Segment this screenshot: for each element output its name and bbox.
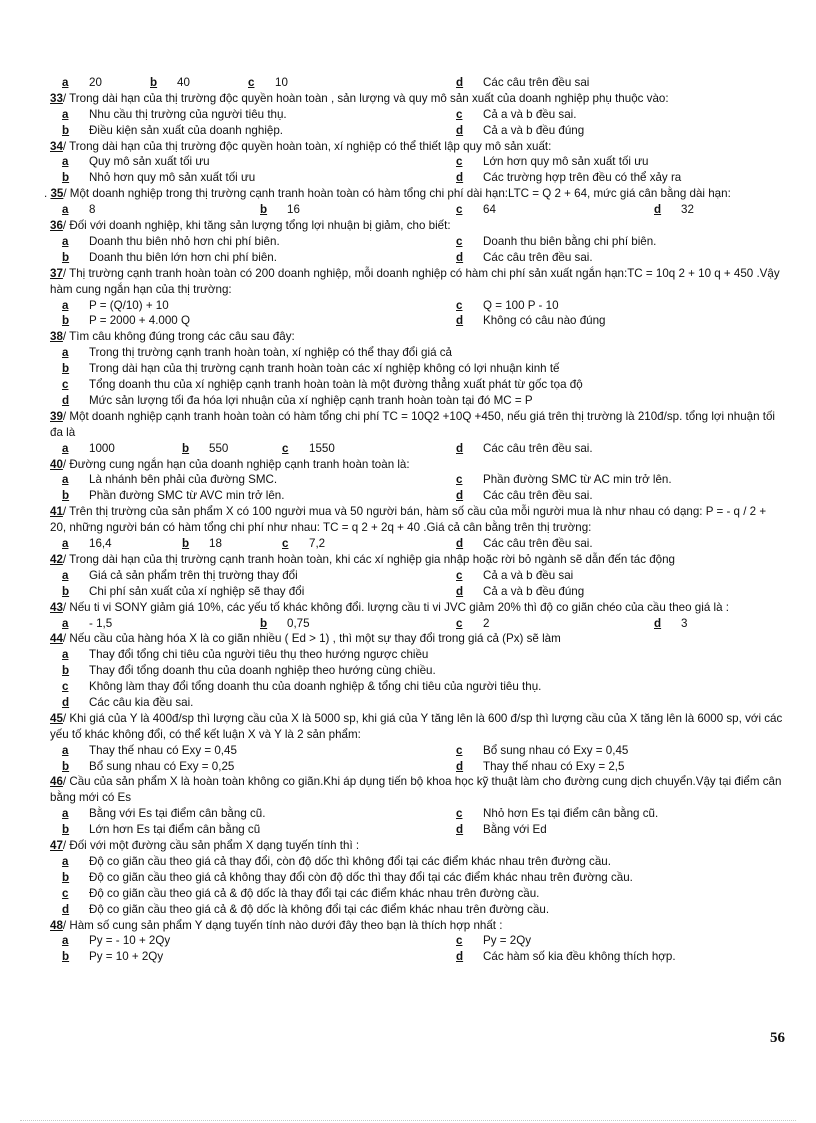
answer-option[interactable]: [282, 441, 335, 457]
option-text: Độ co giãn cầu theo giá cả thay đổi, còn độ dốc thì không đổi tại các điểm khác nhau trên đường cầu.: [89, 854, 611, 868]
answer-row: [0, 345, 816, 361]
question-number: 45: [50, 711, 63, 725]
option-letter: a: [62, 807, 69, 821]
option-letter: a: [62, 648, 69, 662]
question-stem: [0, 186, 785, 202]
answer-row: [0, 313, 816, 329]
option-text: Bổ sung nhau có Exy = 0,25: [89, 759, 235, 773]
answer-option[interactable]: [260, 616, 310, 632]
option-letter: c: [456, 155, 463, 169]
option-text: Cả a và b đều sai.: [483, 107, 577, 121]
option-letter: b: [182, 537, 190, 551]
option-letter: a: [62, 537, 69, 551]
option-letter: d: [456, 250, 464, 264]
question-stem: [0, 918, 785, 934]
option-letter: a: [62, 234, 69, 248]
answer-row: [0, 759, 816, 775]
question-text: / Trong dài hạn của thị trường độc quyền hoàn toàn , sản lượng và quy mô sản xuất của doanh nghiệp phụ thuộc vào:: [62, 91, 669, 105]
option-letter: c: [456, 107, 463, 121]
option-letter: d: [456, 441, 464, 455]
option-text: 20: [89, 76, 102, 89]
answer-row: [0, 886, 816, 902]
option-letter: c: [248, 76, 255, 89]
option-text: Doanh thu biên lớn hơn chi phí biên.: [89, 250, 277, 264]
answer-option[interactable]: [456, 616, 489, 632]
option-text: 1550: [309, 441, 335, 455]
question-text: / Thị trường cạnh tranh hoàn toàn có 200 doanh nghiệp, mỗi doanh nghiệp có hàm chi phí sản xuất ngắn hạn:TC = 10q 2 + 10 q + 450 .Vậy hàm cung ngắn hạn của thị trường:: [50, 266, 780, 296]
exam-page: [0, 75, 816, 965]
answer-row: [0, 377, 816, 393]
option-text: - 1,5: [89, 616, 113, 630]
answer-option[interactable]: [456, 313, 605, 329]
answer-option[interactable]: [62, 902, 549, 918]
answer-option[interactable]: [456, 170, 681, 186]
answer-option[interactable]: [456, 536, 593, 552]
option-letter: a: [62, 854, 69, 868]
option-text: Là nhánh bên phải của đường SMC.: [89, 473, 278, 487]
question-number: 47: [50, 839, 63, 853]
question-text: / Trong dài hạn của thị trường độc quyền hoàn toàn, xí nghiệp có thể thiết lập quy mô sản xuất:: [62, 139, 552, 153]
answer-option[interactable]: [62, 584, 304, 600]
answer-option[interactable]: [456, 949, 676, 965]
option-text: 7,2: [309, 537, 326, 551]
question-number: 41: [50, 505, 63, 519]
question-text: / Tìm câu không đúng trong các câu sau đây:: [62, 330, 295, 344]
answer-row: [0, 870, 816, 886]
answer-row: [0, 441, 816, 457]
option-text: Q = 100 P - 10: [483, 298, 559, 312]
answer-option[interactable]: [62, 107, 287, 123]
option-text: Doanh thu biên bằng chi phí biên.: [483, 234, 657, 248]
answer-option[interactable]: [62, 488, 284, 504]
answer-option[interactable]: [62, 536, 112, 552]
question-stem: [0, 631, 785, 647]
option-text: Thay đổi tổng chi tiêu của người tiêu thụ theo hướng ngược chiều: [89, 648, 429, 662]
answer-option[interactable]: [62, 759, 234, 775]
answer-row: [0, 298, 816, 314]
option-letter: d: [456, 489, 464, 503]
option-letter: c: [62, 378, 69, 392]
answer-row: [0, 933, 816, 949]
answer-row: [0, 250, 816, 266]
option-letter: c: [456, 473, 463, 487]
option-letter: a: [62, 298, 69, 312]
answer-option[interactable]: [62, 949, 163, 965]
option-text: Thay thế nhau có Exy = 2,5: [483, 759, 625, 773]
option-text: Trong thị trường cạnh tranh hoàn toàn, xí nghiệp có thể thay đổi giá cả: [89, 346, 452, 360]
option-text: 18: [209, 537, 222, 551]
answer-option[interactable]: [62, 854, 611, 870]
option-text: 16,4: [89, 537, 112, 551]
option-letter: b: [62, 823, 70, 837]
option-text: Các câu trên đều sai.: [483, 489, 593, 503]
question-stem: [0, 266, 785, 298]
question-number: 38: [50, 330, 63, 344]
answer-row: [0, 949, 816, 965]
option-text: 16: [287, 203, 300, 217]
answer-option[interactable]: [62, 616, 112, 632]
option-letter: b: [62, 870, 70, 884]
option-text: Các câu trên đều sai.: [483, 250, 593, 264]
question-number: 36: [50, 219, 63, 233]
answer-option[interactable]: [62, 250, 277, 266]
option-letter: a: [62, 155, 69, 169]
answer-row: [0, 393, 816, 409]
answer-row: [0, 361, 816, 377]
option-letter: d: [62, 695, 70, 709]
answer-option[interactable]: [248, 75, 288, 91]
option-letter: b: [62, 250, 70, 264]
answer-row: [0, 902, 816, 918]
answer-option[interactable]: [62, 298, 169, 314]
answer-row: [0, 806, 816, 822]
option-text: Các trường hợp trên đều có thể xảy ra: [483, 171, 682, 185]
option-letter: d: [456, 950, 464, 964]
option-letter: b: [182, 441, 190, 455]
option-letter: a: [62, 568, 69, 582]
option-text: 64: [483, 203, 496, 217]
option-text: 0,75: [287, 616, 310, 630]
answer-option[interactable]: [456, 568, 573, 584]
question-number: 44: [50, 632, 63, 646]
option-text: Nhu cầu thị trường của người tiêu thụ.: [89, 107, 287, 121]
answer-option[interactable]: [62, 123, 283, 139]
answer-option[interactable]: [456, 806, 658, 822]
option-letter: c: [456, 234, 463, 248]
option-text: Quy mô sản xuất tối ưu: [89, 155, 210, 169]
answer-row: [0, 822, 816, 838]
answer-option[interactable]: [62, 933, 170, 949]
option-text: Py = 2Qy: [483, 934, 532, 948]
answer-option[interactable]: [62, 313, 190, 329]
answer-option[interactable]: [456, 250, 593, 266]
answer-option[interactable]: [456, 822, 547, 838]
answer-option[interactable]: [62, 822, 260, 838]
answer-row: [0, 472, 816, 488]
answer-row: [0, 123, 816, 139]
option-letter: c: [282, 537, 289, 551]
answer-row: [0, 584, 816, 600]
answer-option[interactable]: [62, 345, 452, 361]
question-number: 34: [50, 139, 63, 153]
answer-option[interactable]: [182, 536, 222, 552]
answer-option[interactable]: [62, 806, 265, 822]
answer-option[interactable]: [456, 75, 589, 91]
answer-option[interactable]: [62, 472, 277, 488]
question-text: / Trên thị trường của sản phẩm X có 100 người mua và 50 người bán, hàm số cầu của mỗi người mua là như nhau có dạng: P = - q / 2 + 20, những người bán có hàm tổng chi phí như nhau: TC = q 2 + 2q + 40 .Giá cả cân bằng trên thị trường:: [50, 505, 767, 535]
option-text: Cả a và b đều đúng: [483, 123, 585, 137]
option-letter: a: [62, 76, 69, 89]
answer-option[interactable]: [62, 234, 280, 250]
option-text: Độ co giãn cầu theo giá cả & độ dốc là thay đổi tại các điểm khác nhau trên đường cầu.: [89, 886, 540, 900]
question-text: / Hàm số cung sản phẩm Y dạng tuyến tính nào dưới đây theo bạn là thích hợp nhất :: [62, 918, 503, 932]
answer-option[interactable]: [62, 75, 102, 91]
option-letter: b: [150, 76, 158, 89]
option-letter: c: [456, 934, 463, 948]
option-text: Các câu trên đều sai.: [483, 537, 593, 551]
option-text: Nhỏ hơn quy mô sản xuất tối ưu: [89, 171, 256, 185]
option-text: Thay thế nhau có Exy = 0,45: [89, 743, 237, 757]
option-text: Nhỏ hơn Es tại điểm cân bằng cũ.: [483, 807, 659, 821]
answer-option[interactable]: [456, 441, 593, 457]
option-text: Trong dài hạn của thị trường cạnh tranh hoàn toàn các xí nghiệp không có lợi nhuận kinh tế: [89, 362, 560, 376]
question-text: / Đối với một đường cầu sản phẩm X dạng tuyến tính thì :: [62, 839, 360, 853]
answer-option[interactable]: [456, 123, 584, 139]
question-text: / Một doanh nghiệp trong thị trường cạnh tranh hoàn toàn có hàm tổng chi phí dài hạn:LTC = Q 2 + 64, mức giá cân bằng dài hạn:: [63, 187, 731, 201]
option-letter: c: [456, 203, 463, 217]
option-letter: b: [62, 584, 70, 598]
option-text: Độ co giãn cầu theo giá cả & độ dốc là không đổi tại các điểm khác nhau trên đường cầu.: [89, 902, 550, 916]
option-letter: d: [456, 76, 464, 89]
answer-option[interactable]: [456, 202, 496, 218]
option-letter: b: [62, 314, 70, 328]
option-text: Lớn hơn quy mô sản xuất tối ưu: [483, 155, 649, 169]
option-text: P = 2000 + 4.000 Q: [89, 314, 190, 328]
question-stem: [0, 409, 785, 441]
option-letter: d: [62, 902, 70, 916]
option-text: Chi phí sản xuất của xí nghiệp sẽ thay đổi: [89, 584, 305, 598]
answer-option[interactable]: [456, 584, 584, 600]
option-letter: d: [456, 759, 464, 773]
option-letter: c: [62, 680, 69, 694]
answer-row: [0, 107, 816, 123]
option-text: Cả a và b đều sai: [483, 568, 574, 582]
option-text: Không có câu nào đúng: [483, 314, 606, 328]
option-letter: c: [456, 743, 463, 757]
option-text: 1000: [89, 441, 115, 455]
answer-option[interactable]: [62, 377, 583, 393]
option-letter: b: [62, 759, 70, 773]
option-text: Bằng với Es tại điểm cân bằng cũ.: [89, 807, 266, 821]
question-number: 42: [50, 552, 63, 566]
option-text: P = (Q/10) + 10: [89, 298, 169, 312]
option-letter: b: [260, 616, 268, 630]
option-letter: d: [654, 203, 662, 217]
question-text: / Cầu của sản phẩm X là hoàn toàn không co giãn.Khi áp dụng tiến bộ khoa học kỹ thuật làm cho đường cung dịch chuyển.Vậy tại điểm cân bằng mới có Es: [50, 775, 782, 805]
answer-option[interactable]: [62, 154, 210, 170]
answer-option[interactable]: [456, 154, 648, 170]
answer-option[interactable]: [62, 679, 541, 695]
option-text: Tổng doanh thu của xí nghiệp cạnh tranh hoàn toàn là một đường thẳng xuất phát từ gốc tọa độ: [89, 378, 583, 392]
option-letter: a: [62, 203, 69, 217]
answer-option[interactable]: [62, 441, 115, 457]
answer-option[interactable]: [654, 616, 687, 632]
question-stem: [0, 838, 785, 854]
option-text: Cả a và b đều đúng: [483, 584, 585, 598]
option-letter: b: [62, 362, 70, 376]
option-text: Điều kiện sản xuất của doanh nghiệp.: [89, 123, 284, 137]
answer-option[interactable]: [456, 488, 593, 504]
answer-option[interactable]: [456, 743, 628, 759]
option-text: Các câu kia đều sai.: [89, 695, 194, 709]
question-stem: [0, 329, 785, 345]
answer-option[interactable]: [456, 234, 656, 250]
question-stem: [0, 552, 785, 568]
answer-option[interactable]: [62, 568, 298, 584]
question-number: 39: [50, 409, 63, 423]
question-stem: [0, 218, 785, 234]
option-letter: d: [62, 393, 70, 407]
option-letter: a: [62, 473, 69, 487]
question-number: 37: [50, 266, 63, 280]
option-text: 3: [681, 616, 688, 630]
option-text: Py = - 10 + 2Qy: [89, 934, 171, 948]
option-text: Giá cả sản phẩm trên thị trường thay đổi: [89, 568, 298, 582]
option-text: Py = 10 + 2Qy: [89, 950, 164, 964]
answer-row: [0, 536, 816, 552]
option-letter: d: [456, 123, 464, 137]
option-letter: b: [62, 171, 70, 185]
answer-row: [0, 679, 816, 695]
option-letter: a: [62, 616, 69, 630]
question-number: 35: [50, 187, 64, 201]
option-letter: a: [62, 107, 69, 121]
answer-row: [0, 488, 816, 504]
question-stem: [0, 91, 785, 107]
question-text: / Đường cung ngắn hạn của doanh nghiệp cạnh tranh hoàn toàn là:: [62, 457, 410, 471]
option-letter: b: [62, 950, 70, 964]
question-stem: [0, 711, 785, 743]
answer-option[interactable]: [456, 298, 559, 314]
answer-option[interactable]: [62, 170, 255, 186]
answer-option[interactable]: [62, 695, 193, 711]
answer-option[interactable]: [260, 202, 300, 218]
answer-row: [0, 202, 816, 218]
option-text: Phần đường SMC từ AC min trở lên.: [483, 473, 672, 487]
answer-option[interactable]: [62, 361, 560, 377]
answer-row: [0, 154, 816, 170]
option-text: 550: [209, 441, 229, 455]
answer-row: [0, 663, 816, 679]
answer-row: [0, 647, 816, 663]
option-letter: a: [62, 441, 69, 455]
answer-row: [0, 695, 816, 711]
question-number: 43: [50, 600, 63, 614]
question-text: / Một doanh nghiệp cạnh tranh hoàn toàn có hàm tổng chi phí TC = 10Q2 +10Q +450, nếu giá trên thị trường là 210đ/sp. tổng lợi nhuận tối đa là: [50, 409, 776, 439]
answer-option[interactable]: [654, 202, 694, 218]
option-letter: d: [456, 171, 464, 185]
option-letter: b: [260, 203, 268, 217]
option-letter: b: [62, 123, 70, 137]
option-letter: b: [62, 664, 70, 678]
option-letter: d: [456, 537, 464, 551]
answer-row: [0, 854, 816, 870]
option-text: 2: [483, 616, 490, 630]
option-letter: d: [456, 584, 464, 598]
question-number: 46: [50, 775, 63, 789]
option-letter: a: [62, 934, 69, 948]
option-text: Mức sản lượng tối đa hóa lợi nhuận của xí nghiệp cạnh tranh hoàn toàn tại đó MC = P: [89, 393, 533, 407]
option-text: Độ co giãn cầu theo giá cả không thay đổi còn độ dốc thì thay đổi tại các điểm khác nhau trên đường cầu.: [89, 870, 633, 884]
answer-option[interactable]: [62, 743, 237, 759]
answer-row: [0, 75, 816, 91]
answer-option[interactable]: [456, 933, 531, 949]
option-text: Các câu trên đều sai.: [483, 441, 593, 455]
question-text: / Đối với doanh nghiệp, khi tăng sản lượng tổng lợi nhuận bị giảm, cho biết:: [62, 219, 451, 233]
option-text: Các hàm số kia đều không thích hợp.: [483, 950, 676, 964]
option-text: Thay đổi tổng doanh thu của doanh nghiệp theo hướng cùng chiều.: [89, 664, 436, 678]
option-letter: d: [654, 616, 662, 630]
answer-option[interactable]: [62, 202, 95, 218]
option-letter: c: [282, 441, 289, 455]
answer-row: [0, 743, 816, 759]
question-stem: [0, 139, 785, 155]
answer-option[interactable]: [456, 107, 576, 123]
option-letter: c: [62, 886, 69, 900]
answer-row: [0, 568, 816, 584]
option-letter: d: [456, 314, 464, 328]
footer-divider: [20, 1120, 796, 1121]
option-text: Các câu trên đều sai: [483, 76, 590, 89]
option-text: Bằng với Ed: [483, 823, 547, 837]
answer-option[interactable]: [282, 536, 325, 552]
question-stem: [0, 457, 785, 473]
question-number: 33: [50, 91, 63, 105]
option-text: Không làm thay đổi tổng doanh thu của doanh nghiệp & tổng chi tiêu của người tiêu thụ.: [89, 680, 542, 694]
question-stem: [0, 774, 785, 806]
question-number: 48: [50, 918, 63, 932]
option-letter: c: [456, 298, 463, 312]
page-number: 56: [770, 1030, 785, 1046]
option-letter: a: [62, 346, 69, 360]
question-number: 40: [50, 457, 63, 471]
question-stem: [0, 504, 785, 536]
option-letter: b: [62, 489, 70, 503]
option-text: 32: [681, 203, 694, 217]
option-text: 10: [275, 76, 288, 89]
option-letter: d: [456, 823, 464, 837]
question-prefix: .: [44, 187, 51, 201]
answer-option[interactable]: [62, 886, 539, 902]
option-text: Lớn hơn Es tại điểm cân bằng cũ: [89, 823, 261, 837]
question-text: / Khi giá của Y là 400đ/sp thì lượng cầu của X là 5000 sp, khi giá của Y tăng lên là 600 đ/sp thì lượng cầu của X tăng lên là 6000 sp, với các yếu tố khác không đổi, có thể kết luận X và Y là 2 sản phẩm:: [50, 711, 783, 741]
answer-option[interactable]: [456, 472, 672, 488]
answer-row: [0, 616, 816, 632]
option-text: Phần đường SMC từ AVC min trở lên.: [89, 489, 285, 503]
question-text: / Nếu cầu của hàng hóa X là co giãn nhiều ( Ed > 1) , thì một sự thay đổi trong giá cả (Px) sẽ làm: [62, 632, 561, 646]
option-letter: c: [456, 568, 463, 582]
option-letter: c: [456, 616, 463, 630]
answer-option[interactable]: [62, 647, 428, 663]
option-text: Doanh thu biên nhỏ hơn chi phí biên.: [89, 234, 280, 248]
option-letter: a: [62, 743, 69, 757]
option-text: 8: [89, 203, 96, 217]
answer-option[interactable]: [456, 759, 624, 775]
option-text: Bổ sung nhau có Exy = 0,45: [483, 743, 629, 757]
answer-row: [0, 170, 816, 186]
answer-option[interactable]: [182, 441, 228, 457]
question-stem: [0, 600, 785, 616]
answer-option[interactable]: [62, 870, 633, 886]
question-text: / Nếu ti vi SONY giảm giá 10%, các yếu tố khác không đổi. lượng cầu ti vi JVC giảm 20% thì độ co giãn chéo của cầu theo giá là :: [62, 600, 729, 614]
answer-option[interactable]: [62, 663, 436, 679]
answer-option[interactable]: [62, 393, 533, 409]
question-text: / Trong dài hạn của thị trường cạnh tranh hoàn toàn, khi các xí nghiệp gia nhập hoặc rời bỏ ngành sẽ dẫn đến tác động: [62, 552, 676, 566]
answer-option[interactable]: [150, 75, 190, 91]
option-letter: c: [456, 807, 463, 821]
option-text: 40: [177, 76, 190, 89]
answer-row: [0, 234, 816, 250]
